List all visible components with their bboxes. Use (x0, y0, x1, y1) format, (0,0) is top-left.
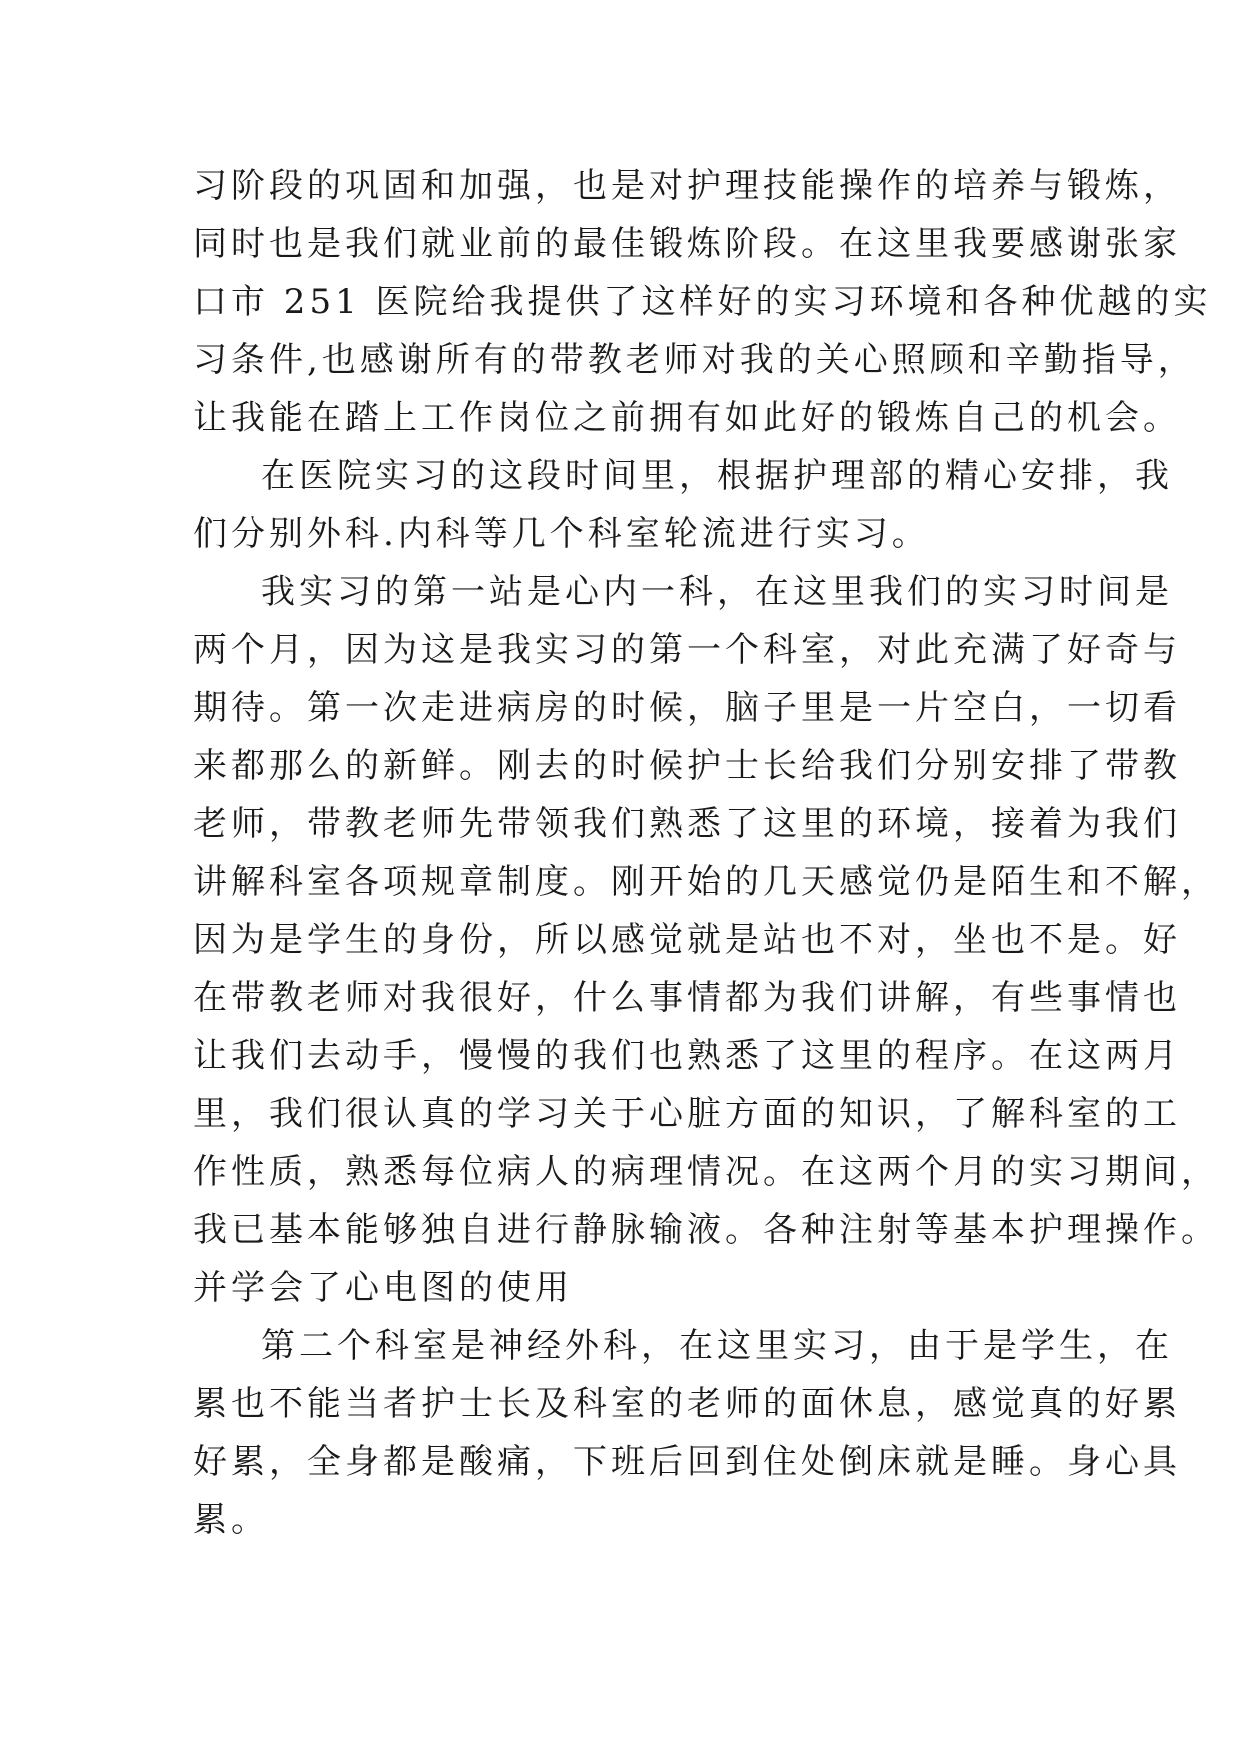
text-line: 累。 (193, 1500, 269, 1540)
text-line: 习条件,也感谢所有的带教老师对我的关心照顾和辛勤指导， (193, 340, 1196, 380)
text-line: 让我能在踏上工作岗位之前拥有如此好的锻炼自己的机会。 (193, 398, 1181, 438)
paragraph-start-line: 第二个科室是神经外科，在这里实习，由于是学生，在 (261, 1326, 1173, 1366)
text-line: 同时也是我们就业前的最佳锻炼阶段。在这里我要感谢张家 (193, 224, 1181, 264)
text-line: 两个月，因为这是我实习的第一个科室，对此充满了好奇与 (193, 630, 1181, 670)
text-line: 里，我们很认真的学习关于心脏方面的知识，了解科室的工 (193, 1094, 1181, 1134)
text-line: 习阶段的巩固和加强，也是对护理技能操作的培养与锻炼， (193, 166, 1181, 206)
text-line: 让我们去动手，慢慢的我们也熟悉了这里的程序。在这两月 (193, 1036, 1181, 1076)
text-line: 老师，带教老师先带领我们熟悉了这里的环境，接着为我们 (193, 804, 1181, 844)
paragraph-start-line: 我实习的第一站是心内一科，在这里我们的实习时间是 (261, 572, 1173, 612)
text-line: 作性质，熟悉每位病人的病理情况。在这两个月的实习期间， (193, 1152, 1219, 1192)
text-line: 好累，全身都是酸痛，下班后回到住处倒床就是睡。身心具 (193, 1442, 1181, 1482)
text-line: 并学会了心电图的使用 (193, 1268, 573, 1308)
text-line: 讲解科室各项规章制度。刚开始的几天感觉仍是陌生和不解， (193, 862, 1219, 902)
text-line: 因为是学生的身份，所以感觉就是站也不对，坐也不是。好 (193, 920, 1181, 960)
text-line: 来都那么的新鲜。刚去的时候护士长给我们分别安排了带教 (193, 746, 1181, 786)
text-line: 我已基本能够独自进行静脉输液。各种注射等基本护理操作。 (193, 1210, 1219, 1250)
text-line: 在带教老师对我很好，什么事情都为我们讲解，有些事情也 (193, 978, 1181, 1018)
text-line: 期待。第一次走进病房的时候，脑子里是一片空白，一切看 (193, 688, 1181, 728)
text-line: 们分别外科.内科等几个科室轮流进行实习。 (193, 514, 930, 554)
body-text (193, 157, 1219, 1549)
text-line: 累也不能当者护士长及科室的老师的面休息，感觉真的好累 (193, 1384, 1181, 1424)
text-line: 口市 251 医院给我提供了这样好的实习环境和各种优越的实 (193, 282, 1212, 322)
paragraph-start-line: 在医院实习的这段时间里，根据护理部的精心安排，我 (261, 456, 1173, 496)
